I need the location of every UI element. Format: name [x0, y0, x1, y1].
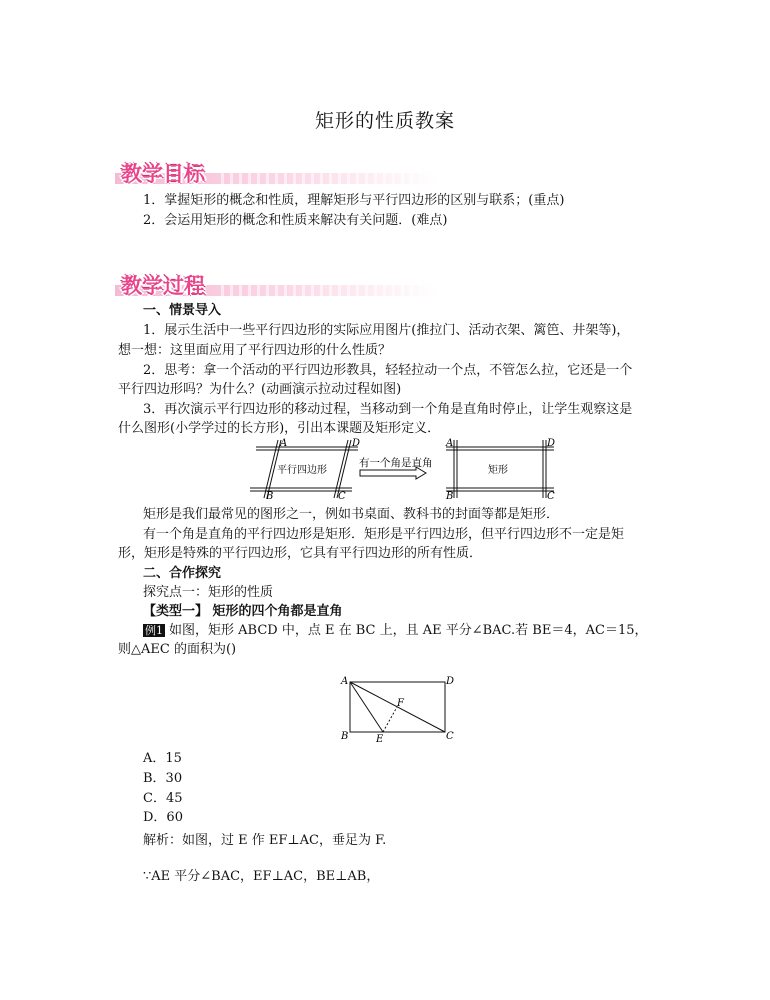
para-vertex-a: A [280, 438, 288, 449]
option-a: A．15 [143, 751, 182, 766]
type-heading: 【类型一】 矩形的四个角都是直角 [143, 604, 343, 619]
para-3b: 什么图形(小学学过的长方形)，引出本课题及矩形定义． [118, 421, 441, 436]
figure-parallelogram-to-rectangle [250, 436, 570, 502]
analysis-line: 解析：如图，过 E 作 EF⊥AC，垂足为 F. [143, 833, 387, 848]
figure-rectangle-abcd [338, 672, 468, 746]
rect-vertex-d: D [547, 438, 556, 449]
example-line-2: 则△AEC 的面积为() [118, 642, 237, 657]
explore-point: 探究点一：矩形的性质 [143, 585, 274, 600]
para-label: 平行四边形 [277, 465, 327, 476]
vertex-c: C [446, 731, 454, 742]
section-banner-process [115, 272, 437, 298]
banner-label: 教学目标 [121, 162, 205, 186]
option-d: D．60 [143, 810, 183, 825]
para-2a: 2．思考：拿一个活动的平行四边形教具，轻轻拉动一个点，不管怎么拉，它还是一个 [143, 363, 633, 378]
example-line-1 [143, 622, 683, 640]
point-f: F [397, 698, 404, 709]
para-3a: 3．再次演示平行四边形的移动过程，当移动到一个角是直角时停止，让学生观察这是 [143, 402, 633, 417]
banner-label: 教学过程 [121, 274, 205, 298]
para-5a: 有一个角是直角的平行四边形是矩形．矩形是平行四边形，但平行四边形不一定是矩 [143, 527, 625, 542]
option-c: C．45 [143, 791, 183, 806]
goal-item-1: 1．掌握矩形的概念和性质，理解矩形与平行四边形的区别与联系；(重点) [143, 193, 565, 208]
rect-vertex-b: B [446, 491, 454, 502]
para-4: 矩形是我们最常见的图形之一，例如书桌面、教科书的封面等都是矩形． [143, 507, 560, 522]
rect-label: 矩形 [488, 465, 508, 476]
heading-intro: 一、情景导入 [143, 303, 222, 318]
rect-vertex-c: C [547, 491, 555, 502]
vertex-b: B [341, 731, 349, 742]
section-banner-goals [115, 160, 437, 186]
arrow-label: 有一个角是直角 [359, 457, 433, 469]
example-badge: 例1 [145, 624, 163, 637]
vertex-a: A [341, 676, 349, 687]
because-line: ∵AE 平分∠BAC，EF⊥AC，BE⊥AB， [143, 869, 380, 884]
para-5b: 形，矩形是特殊的平行四边形，它具有平行四边形的所有性质． [118, 546, 483, 561]
rect-vertex-a: A [446, 438, 454, 449]
para-1a: 1．展示生活中一些平行四边形的实际应用图片(推拉门、活动衣架、篱笆、井架等)， [143, 323, 630, 338]
heading-explore: 二、合作探究 [143, 566, 222, 581]
para-2b: 平行四边形吗？为什么？(动画演示拉动过程如图) [118, 382, 402, 397]
option-b: B．30 [143, 771, 183, 786]
goal-item-2: 2．会运用矩形的概念和性质来解决有关问题．(难点) [143, 213, 448, 228]
point-e: E [376, 734, 384, 745]
para-vertex-d: D [352, 438, 361, 449]
para-vertex-c: C [338, 491, 346, 502]
vertex-d: D [446, 676, 455, 687]
para-vertex-b: B [266, 491, 274, 502]
para-1b: 想一想：这里面应用了平行四边形的什么性质？ [118, 343, 392, 358]
example-text-a: 如图，矩形 ABCD 中，点 E 在 BC 上，且 AE 平分∠BAC.若 BE＝4，AC＝15， [169, 623, 648, 638]
page-title: 矩形的性质教案 [314, 110, 455, 132]
